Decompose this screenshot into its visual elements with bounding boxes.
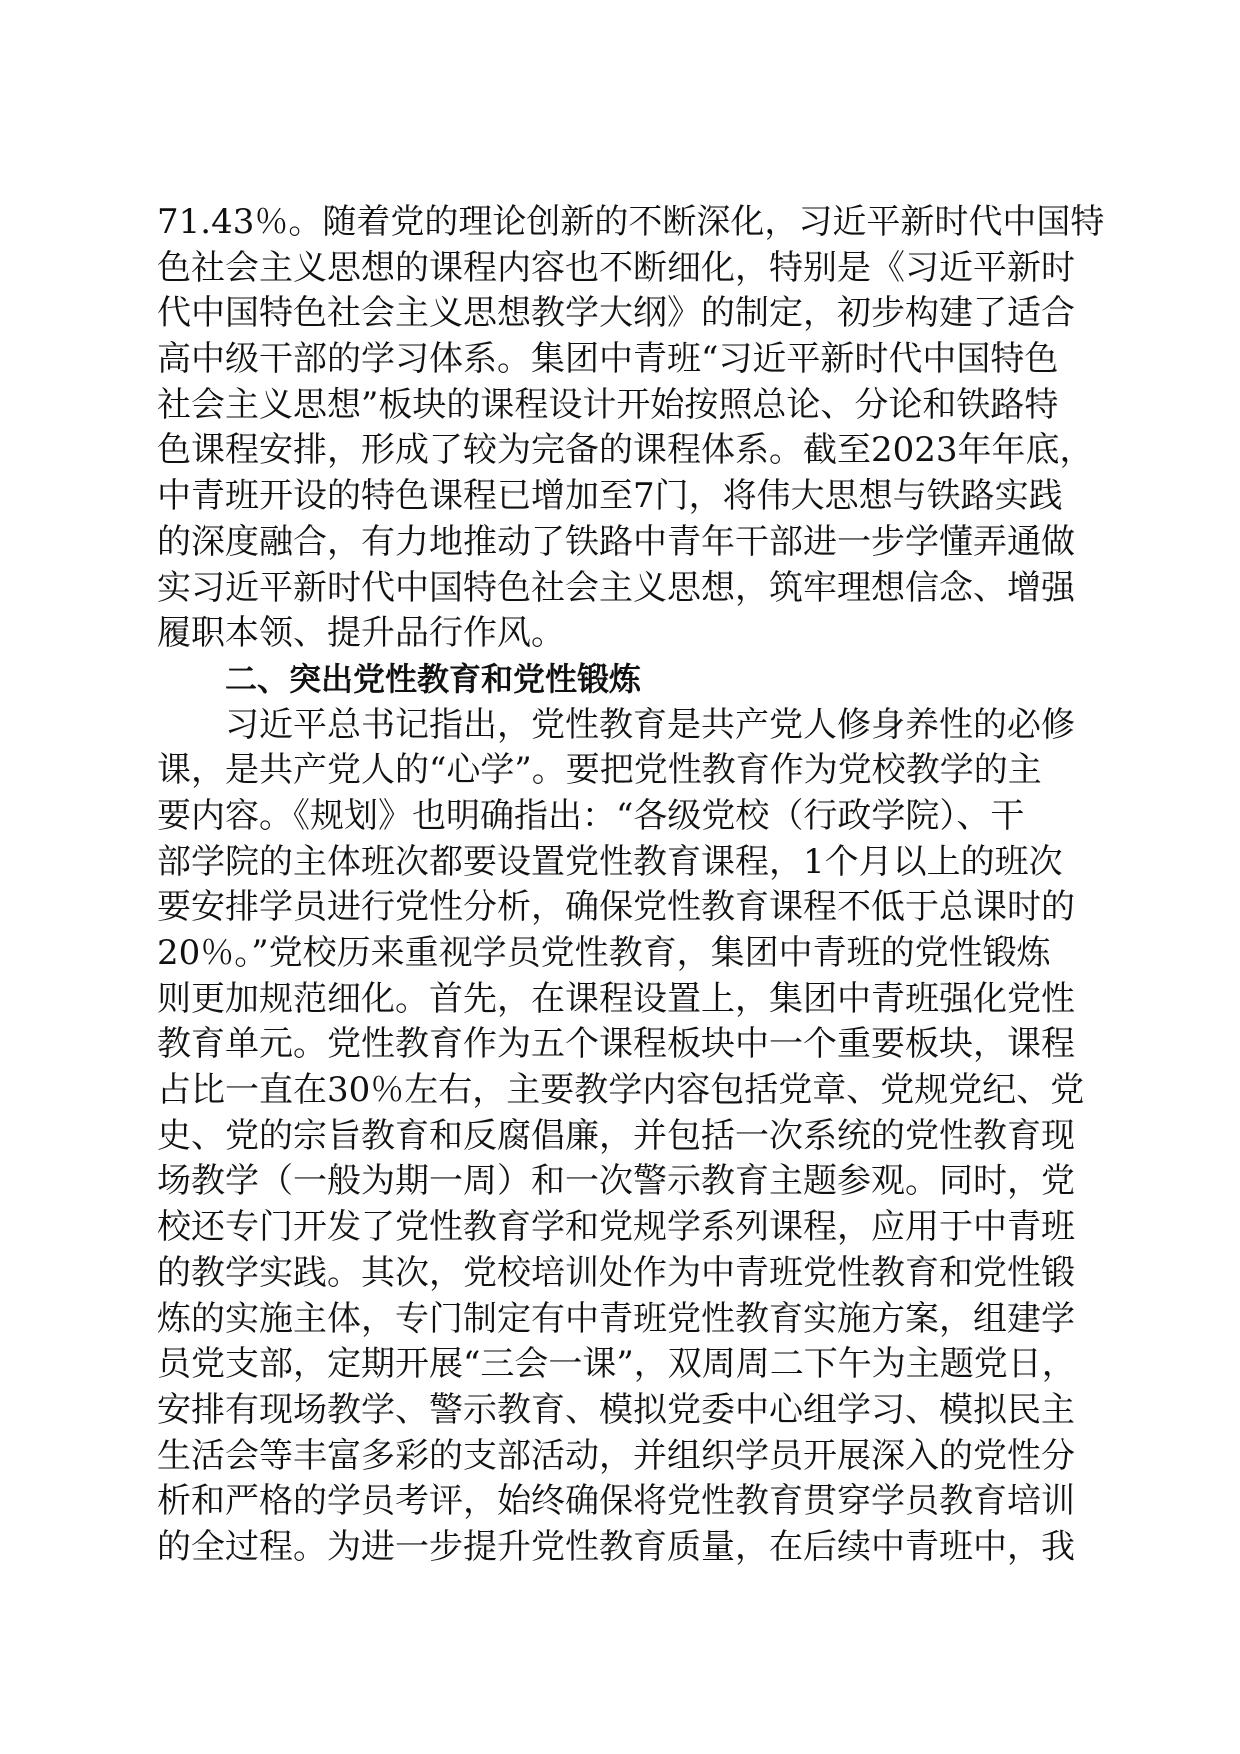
text-line: 炼的实施主体，专门制定有中青班党性教育实施方案，组建学 <box>157 1298 1075 1339</box>
text-line: 色课程安排，形成了较为完备的课程体系。截至2023年年底， <box>157 430 1094 471</box>
text-line: 高中级干部的学习体系。集团中青班“习近平新时代中国特色 <box>157 339 1059 380</box>
text-line: 安排有现场教学、警示教育、模拟党委中心组学习、模拟民主 <box>157 1389 1075 1430</box>
text-line: 占比一直在30％左右，主要教学内容包括党章、党规党纪、党 <box>157 1070 1085 1111</box>
document-body <box>157 200 1105 1571</box>
text-line: 析和严格的学员考评，始终确保将党性教育贯穿学员教育培训 <box>157 1481 1075 1522</box>
text-line: 员党支部，定期开展“三会一课”，双周周二下午为主题党日， <box>157 1344 1076 1385</box>
text-line: 20％。”党校历来重视学员党性教育，集团中青班的党性锻炼 <box>157 933 1051 973</box>
text-line: 要安排学员进行党性分析，确保党性教育课程不低于总课时的 <box>157 887 1075 928</box>
paragraph-1 <box>157 200 1105 657</box>
text-line: 的全过程。为进一步提升党性教育质量，在后续中青班中，我 <box>157 1526 1075 1567</box>
paragraph-2 <box>157 703 1087 1571</box>
text-line: 则更加规范细化。首先，在课程设置上，集团中青班强化党性 <box>157 978 1075 1019</box>
text-line: 场教学（一般为期一周）和一次警示教育主题参观。同时，党 <box>157 1161 1075 1202</box>
text-line: 71.43％。随着党的理论创新的不断深化，习近平新时代中国特 <box>157 202 1105 242</box>
text-line: 部学院的主体班次都要设置党性教育课程，1个月以上的班次 <box>157 841 1063 882</box>
text-line: 史、党的宗旨教育和反腐倡廉，并包括一次系统的党性教育现 <box>157 1115 1075 1156</box>
text-line: 履职本领、提升品行作风。 <box>157 613 565 654</box>
text-line: 实习近平新时代中国特色社会主义思想，筑牢理想信念、增强 <box>157 567 1075 608</box>
text-line: 代中国特色社会主义思想教学大纲》的制定，初步构建了适合 <box>157 293 1075 334</box>
text-line: 色社会主义思想的课程内容也不断细化，特别是《习近平新时 <box>157 247 1075 288</box>
text-line: 课，是共产党人的“心学”。要把党性教育作为党校教学的主 <box>157 750 1042 791</box>
text-line: 校还专门开发了党性教育学和党规学系列课程，应用于中青班 <box>157 1207 1075 1248</box>
text-line: 生活会等丰富多彩的支部活动，并组织学员开展深入的党性分 <box>157 1435 1075 1476</box>
text-line: 教育单元。党性教育作为五个课程板块中一个重要板块，课程 <box>157 1024 1075 1065</box>
text-line: 社会主义思想”板块的课程设计开始按照总论、分论和铁路特 <box>157 384 1059 425</box>
text-line: 要内容。《规划》也明确指出：“各级党校（行政学院）、干 <box>157 795 1025 836</box>
section-heading: 二、突出党性教育和党性锻炼 <box>225 659 642 698</box>
text-line: 习近平总书记指出，党性教育是共产党人修身养性的必修 <box>225 704 1075 745</box>
text-line: 的深度融合，有力地推动了铁路中青年干部进一步学懂弄通做 <box>157 521 1075 562</box>
text-line: 的教学实践。其次，党校培训处作为中青班党性教育和党性锻 <box>157 1252 1075 1293</box>
text-line: 中青班开设的特色课程已增加至7门，将伟大思想与铁路实践 <box>157 476 1063 517</box>
